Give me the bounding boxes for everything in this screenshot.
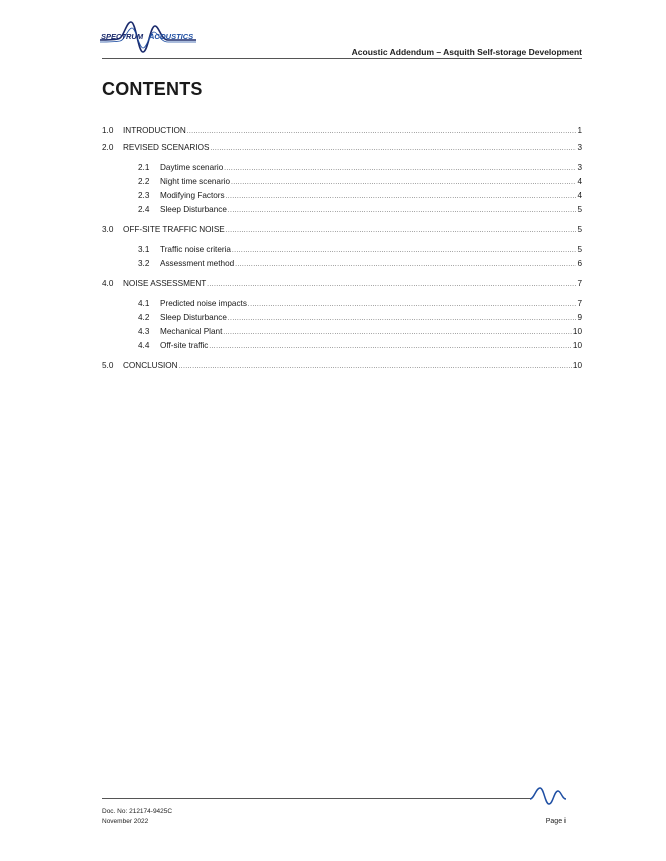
toc-entry-page: 4	[577, 177, 582, 186]
toc-entry-title: Traffic noise criteria	[160, 245, 231, 254]
toc-entry-number: 2.3	[138, 191, 150, 200]
toc-entry-title: Modifying Factors	[160, 191, 225, 200]
toc-entry[interactable]	[102, 326, 582, 337]
toc-entry-number: 5.0	[102, 361, 114, 370]
toc-entry-page: 3	[577, 143, 582, 152]
toc-entry-title: Off-site traffic	[160, 341, 209, 350]
toc-dot-leader	[228, 206, 577, 217]
toc-entry-number: 1.0	[102, 126, 114, 135]
toc-entry[interactable]	[102, 224, 582, 235]
toc-entry-title: INTRODUCTION	[123, 126, 186, 135]
toc-entry-number: 4.1	[138, 299, 150, 308]
toc-dot-leader	[224, 164, 576, 175]
wave-logo-icon	[530, 786, 566, 806]
toc-entry[interactable]	[102, 258, 582, 269]
toc-entry[interactable]	[102, 162, 582, 173]
toc-dot-leader	[179, 362, 572, 373]
toc-entry[interactable]	[102, 340, 582, 351]
toc-entry-number: 2.1	[138, 163, 150, 172]
toc-entry-number: 4.3	[138, 327, 150, 336]
toc-dot-leader	[226, 226, 577, 237]
toc-dot-leader	[226, 192, 577, 203]
toc-entry[interactable]	[102, 278, 582, 289]
document-date: November 2022	[102, 818, 149, 825]
toc-entry-page: 1	[577, 126, 582, 135]
toc-dot-leader	[210, 144, 576, 155]
toc-entry-title: OFF-SITE TRAFFIC NOISE	[123, 225, 225, 234]
toc-dot-leader	[187, 127, 577, 138]
logo-text-right: ACOUSTICS	[149, 32, 194, 41]
toc-dot-leader	[228, 314, 577, 325]
contents-heading: CONTENTS	[102, 79, 203, 99]
toc-entry-page: 5	[577, 225, 582, 234]
toc-entry-title: Assessment method	[160, 259, 235, 268]
toc-entry-page: 4	[577, 191, 582, 200]
toc-dot-leader	[223, 328, 572, 339]
toc-entry[interactable]	[102, 360, 582, 371]
toc-entry-page: 3	[577, 163, 582, 172]
toc-entry-page: 5	[577, 245, 582, 254]
toc-entry-number: 2.4	[138, 205, 150, 214]
toc-entry-title: Sleep Disturbance	[160, 205, 227, 214]
toc-dot-leader	[207, 280, 576, 291]
toc-entry-title: NOISE ASSESSMENT	[123, 279, 207, 288]
toc-dot-leader	[209, 342, 572, 353]
toc-entry[interactable]	[102, 312, 582, 323]
toc-entry-page: 10	[572, 341, 582, 350]
toc-entry[interactable]	[102, 244, 582, 255]
toc-entry-number: 4.4	[138, 341, 150, 350]
toc-dot-leader	[232, 246, 576, 257]
toc-entry-number: 2.2	[138, 177, 150, 186]
page-prefix: Page	[545, 818, 563, 825]
footer-divider	[102, 798, 532, 799]
document-title: Acoustic Addendum – Asquith Self-storage Development	[351, 47, 582, 57]
toc-entry-title: Daytime scenario	[160, 163, 224, 172]
toc-entry[interactable]	[102, 176, 582, 187]
toc-entry-page: 5	[577, 205, 582, 214]
toc-entry-page: 9	[577, 313, 582, 322]
toc-entry[interactable]	[102, 125, 582, 136]
toc-entry-number: 2.0	[102, 143, 114, 152]
toc-entry-page: 10	[572, 361, 582, 370]
toc-entry[interactable]	[102, 204, 582, 215]
toc-entry-number: 3.0	[102, 225, 114, 234]
toc-entry[interactable]	[102, 298, 582, 309]
toc-entry-title: CONCLUSION	[123, 361, 178, 370]
toc-entry-page: 7	[577, 279, 582, 288]
toc-entry-title: Night time scenario	[160, 177, 231, 186]
toc-entry-number: 3.2	[138, 259, 150, 268]
toc-entry-title: Mechanical Plant	[160, 327, 223, 336]
toc-dot-leader	[248, 300, 577, 311]
toc-entry-title: Predicted noise impacts	[160, 299, 247, 308]
toc-entry-number: 4.2	[138, 313, 150, 322]
toc-dot-leader	[231, 178, 576, 189]
toc-entry-number: 4.0	[102, 279, 114, 288]
toc-entry-page: 6	[577, 259, 582, 268]
toc-entry-number: 3.1	[138, 245, 150, 254]
toc-entry-title: Sleep Disturbance	[160, 313, 227, 322]
toc-entry[interactable]	[102, 190, 582, 201]
header-divider	[102, 58, 582, 59]
spectrum-acoustics-logo	[98, 18, 198, 56]
page-number-value: i	[564, 818, 566, 825]
toc-entry[interactable]	[102, 142, 582, 153]
toc-entry-page: 10	[572, 327, 582, 336]
toc-entry-page: 7	[577, 299, 582, 308]
logo-text-left: SPECTRUM	[101, 32, 144, 41]
document-number: Doc. No: 212174-9425C	[102, 808, 173, 815]
toc-dot-leader	[235, 260, 576, 271]
toc-entry-title: REVISED SCENARIOS	[123, 143, 210, 152]
page-number	[546, 818, 566, 825]
